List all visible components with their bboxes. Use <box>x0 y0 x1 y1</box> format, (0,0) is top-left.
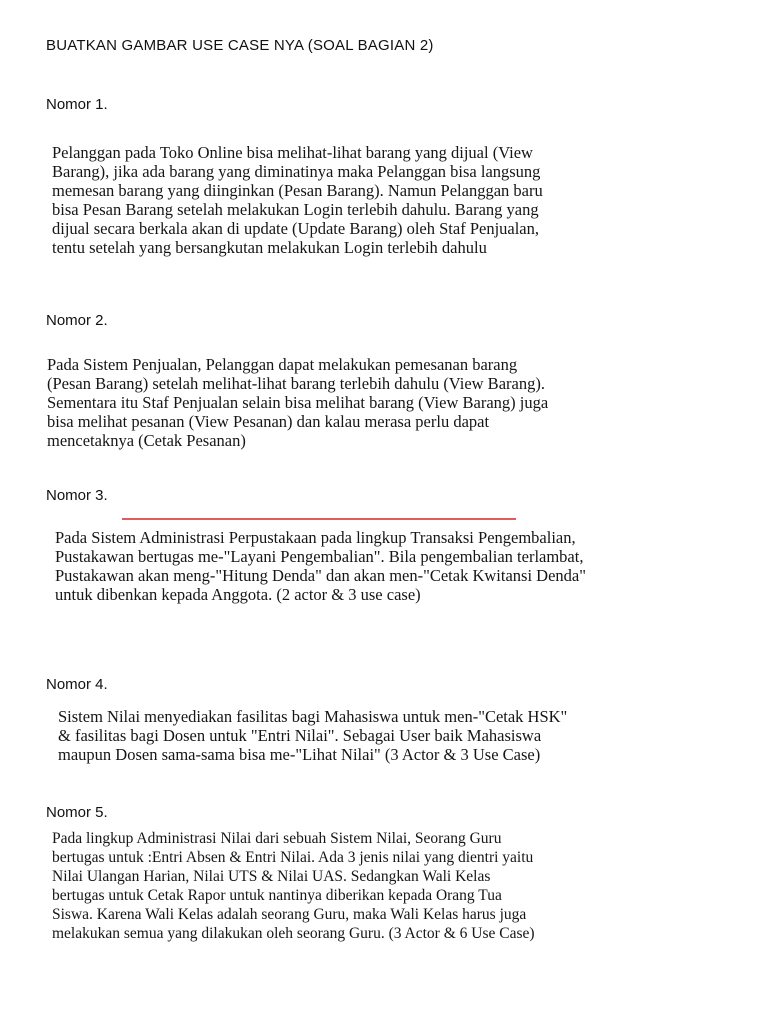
problem-1-line: dijual secara berkala akan di update (Update Barang) oleh Staf Penjualan, <box>52 219 540 238</box>
problem-1-line: tentu setelah yang bersangkutan melakukan Login terlebih dahulu <box>52 238 487 257</box>
problem-5-line: Pada lingkup Administrasi Nilai dari sebuah Sistem Nilai, Seorang Guru <box>52 830 502 847</box>
problem-4-line: & fasilitas bagi Dosen untuk "Entri Nilai". Sebagai User baik Mahasiswa <box>58 726 542 745</box>
problem-2-text <box>47 355 548 450</box>
problem-4-label: Nomor 4. <box>46 676 108 693</box>
problem-3-line: Pustakawan bertugas me-"Layani Pengembalian". Bila pengembalian terlambat, <box>55 547 584 566</box>
problem-5-text <box>52 829 535 943</box>
page-title: BUATKAN GAMBAR USE CASE NYA (SOAL BAGIAN 2) <box>46 37 434 54</box>
problem-3-line: Pada Sistem Administrasi Perpustakaan pada lingkup Transaksi Pengembalian, <box>55 528 576 547</box>
problem-4-text <box>58 707 567 764</box>
problem-5-label: Nomor 5. <box>46 804 108 821</box>
problem-5-line: Siswa. Karena Wali Kelas adalah seorang Guru, maka Wali Kelas harus juga <box>52 906 527 923</box>
problem-1-line: Barang), jika ada barang yang diminatinya maka Pelanggan bisa langsung <box>52 162 541 181</box>
problem-4-line: maupun Dosen sama-sama bisa me-"Lihat Nilai" (3 Actor & 3 Use Case) <box>58 745 541 764</box>
problem-2-line: mencetaknya (Cetak Pesanan) <box>47 431 246 450</box>
problem-5-line: bertugas untuk :Entri Absen & Entri Nilai. Ada 3 jenis nilai yang dientri yaitu <box>52 849 534 866</box>
problem-1-line: memesan barang yang diinginkan (Pesan Barang). Namun Pelanggan baru <box>52 181 543 200</box>
problem-4-line: Sistem Nilai menyediakan fasilitas bagi Mahasiswa untuk men-"Cetak HSK" <box>58 707 568 726</box>
problem-3-line: untuk dibenkan kepada Anggota. (2 actor & 3 use case) <box>55 585 421 604</box>
problem-2-line: (Pesan Barang) setelah melihat-lihat barang terlebih dahulu (View Barang). <box>47 374 545 393</box>
problem-2-label: Nomor 2. <box>46 312 108 329</box>
problem-3-text <box>55 528 586 604</box>
problem-1-label: Nomor 1. <box>46 96 108 113</box>
problem-1-line: bisa Pesan Barang setelah melakukan Login terlebih dahulu. Barang yang <box>52 200 539 219</box>
problem-2-line: bisa melihat pesanan (View Pesanan) dan kalau merasa perlu dapat <box>47 412 490 431</box>
problem-3-line: Pustakawan akan meng-"Hitung Denda" dan akan men-"Cetak Kwitansi Denda" <box>55 566 586 585</box>
problem-5-line: bertugas untuk Cetak Rapor untuk nantinya diberikan kepada Orang Tua <box>52 887 502 904</box>
problem-5-line: melakukan semua yang dilakukan oleh seorang Guru. (3 Actor & 6 Use Case) <box>52 925 535 942</box>
problem-2-line: Pada Sistem Penjualan, Pelanggan dapat melakukan pemesanan barang <box>47 355 518 374</box>
problem-1-line: Pelanggan pada Toko Online bisa melihat-lihat barang yang dijual (View <box>52 143 533 162</box>
problem-3-label: Nomor 3. <box>46 487 108 504</box>
problem-5-line: Nilai Ulangan Harian, Nilai UTS & Nilai UAS. Sedangkan Wali Kelas <box>52 868 491 885</box>
problem-2-line: Sementara itu Staf Penjualan selain bisa melihat barang (View Barang) juga <box>47 393 549 412</box>
problem-1-text <box>52 143 543 257</box>
red-underline <box>122 518 516 520</box>
